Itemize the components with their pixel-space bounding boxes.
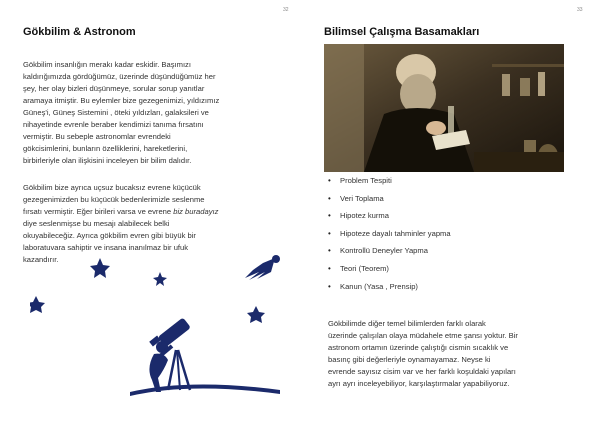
text-line: vermiştir. Bu sebeple astronomlar evrendeki xyxy=(23,132,171,141)
text-line: evrende sayısız cisim var ve her farklı koşuldaki yapıları xyxy=(328,367,516,376)
intro-paragraph xyxy=(23,59,293,167)
page-number-right: 33 xyxy=(577,7,583,13)
page-number-left: 32 xyxy=(283,7,289,13)
closing-paragraph xyxy=(328,318,590,390)
hill-shape xyxy=(130,384,280,396)
bullet-icon: • xyxy=(328,263,331,273)
person-body xyxy=(149,354,168,392)
text-line: astronom ortamın üzerinde çalıştığı cismin sıcaklık ve xyxy=(328,343,509,352)
text-line xyxy=(23,206,293,218)
text-line: basınç gibi değerleriyle oynamayamaz. Neyse ki xyxy=(328,355,491,364)
text-line: kazandırır. xyxy=(23,255,59,264)
list-item xyxy=(328,211,451,229)
comet-head-icon xyxy=(272,255,280,263)
list-item xyxy=(328,229,451,247)
right-page-title: Bilimsel Çalışma Basamakları xyxy=(324,26,480,38)
step-label: Kanun (Yasa , Prensip) xyxy=(340,281,418,291)
text-line: Gökbilim insanlığın merakı kadar eskidir. Başımızı xyxy=(23,60,191,69)
text-line: okuyabileceğiz. Ayrıca gökbilim evren gibi büyük bir xyxy=(23,231,196,240)
step-label: Teori (Teorem) xyxy=(340,263,389,273)
bullet-icon: • xyxy=(328,228,331,238)
list-item xyxy=(328,194,451,212)
star-icon xyxy=(153,272,167,286)
bullet-icon: • xyxy=(328,246,331,256)
text-line: aramaya itmiştir. Bu eylemler bize gezegenimizi, yıldızımız xyxy=(23,96,220,105)
lab-photo-art xyxy=(324,44,564,172)
comet-icon xyxy=(245,258,275,280)
list-item xyxy=(328,176,451,194)
step-label: Hipoteze dayalı tahminler yapma xyxy=(340,228,451,238)
scientist-lab-photo xyxy=(324,44,564,172)
text-line: Güneş'i, Güneş Sistemini , öteki yıldızları, galaksileri ve xyxy=(23,108,209,117)
text-line: Gökbilim bize ayrıca uçsuz bucaksız evrene küçücük xyxy=(23,183,201,192)
step-label: Problem Tespiti xyxy=(340,176,392,185)
star-icon xyxy=(90,258,110,278)
text-line: üzerinde çalışılan olaya müdahele etme şansı yoktur. Bir xyxy=(328,331,518,340)
list-item xyxy=(328,246,451,264)
bullet-icon: • xyxy=(328,176,331,185)
text-line: gökcisimlerini, bunların özelliklerini, hareketlerini, xyxy=(23,144,188,153)
star-icon xyxy=(30,296,45,313)
text-line: şey, her olay bizleri düşünmeye, sorular sorup yanıtlar xyxy=(23,84,205,93)
text-segment: fırsatı vermiştir. Eğer birileri varsa ve evrene xyxy=(23,207,174,216)
astronomer-illustration xyxy=(30,250,290,400)
text-line: gezegenimizden bu küçücük bedenlerimizle seslenme xyxy=(23,195,205,204)
text-line: Gökbilimde diğer temel bilimlerden farklı olarak xyxy=(328,319,486,328)
bullet-icon: • xyxy=(328,211,331,221)
text-line: laboratuvara sahiptir ve insana inanılmaz bir ufuk xyxy=(23,243,189,252)
step-label: Kontrollü Deneyler Yapma xyxy=(340,246,428,256)
bullet-icon: • xyxy=(328,193,331,203)
list-item xyxy=(328,282,451,300)
step-label: Veri Toplama xyxy=(340,193,384,203)
text-line: ayrı ayrı inceleyebiliyor, karşılaştırmalar yapabiliyoruz. xyxy=(328,379,510,388)
text-line: birbirleriyle olan ilişkisini inceleyen bir bilim dalıdır. xyxy=(23,156,192,165)
step-label: Hipotez kurma xyxy=(340,211,389,221)
bullet-icon: • xyxy=(328,281,331,291)
text-line: nihayetinde evrenle beraber kendimizi tanıma fırsatını xyxy=(23,120,204,129)
tripod-leg xyxy=(168,350,176,390)
scientific-steps-list xyxy=(328,176,451,299)
list-item xyxy=(328,264,451,282)
text-line: kaldırığımızda gördüğümüz, üzerinde düşündüğümüz her xyxy=(23,72,216,81)
text-line: diye seslenmişse bu mesajı alabilecek belki xyxy=(23,219,170,228)
italic-phrase: biz buradayız xyxy=(173,207,219,216)
left-page-title: Gökbilim & Astronom xyxy=(23,26,136,38)
star-icon xyxy=(247,306,265,323)
